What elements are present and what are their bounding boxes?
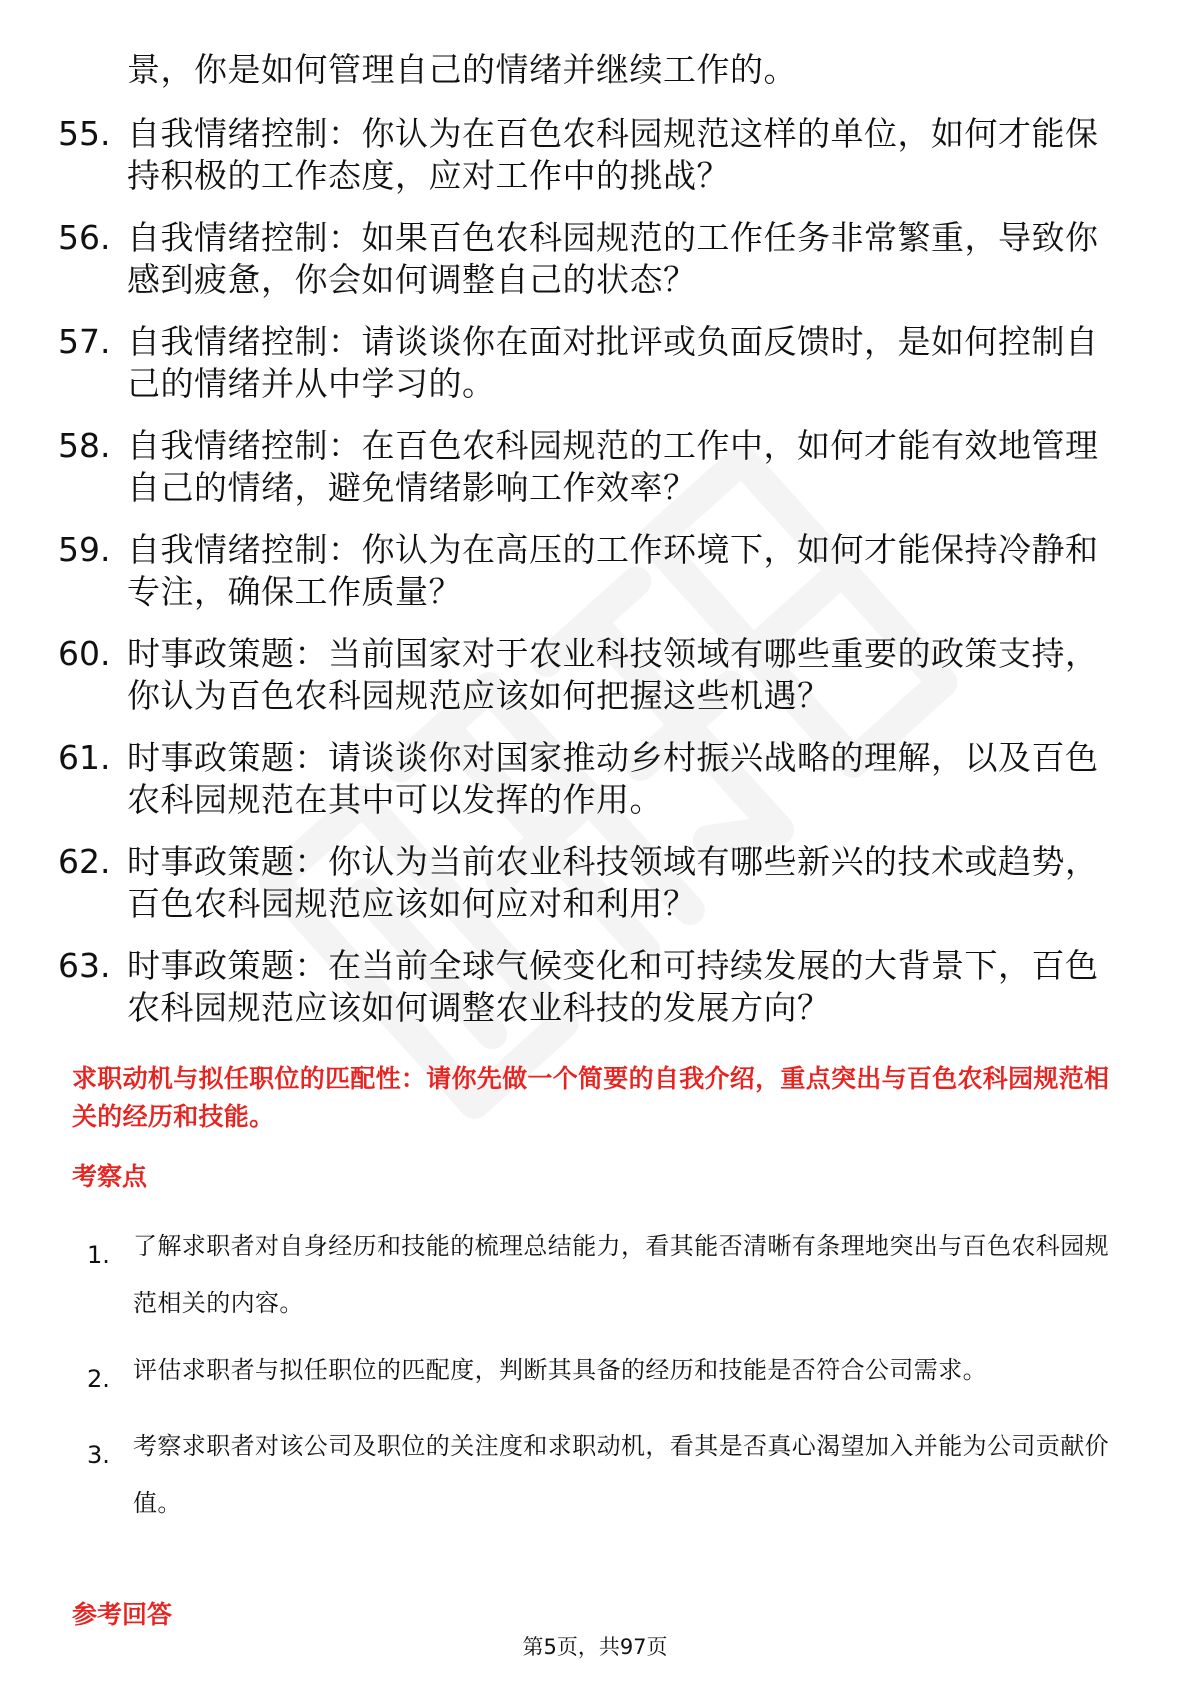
question-item (58, 529, 1118, 613)
question-text: 自我情绪控制：如果百色农科园规范的工作任务非常繁重，导致你感到疲惫，你会如何调整自己的状态？ (127, 218, 1099, 299)
question-item (58, 737, 1118, 821)
question-number: 61. (58, 738, 111, 777)
point-text: 了解求职者对自身经历和技能的梳理总结能力，看其能否清晰有条理地突出与百色农科园规范相关的内容。 (133, 1232, 1109, 1317)
section-title-answer: 参考回答 (72, 1600, 173, 1629)
question-text: 自我情绪控制：你认为在百色农科园规范这样的单位，如何才能保持积极的工作态度，应对工作中的挑战？ (127, 114, 1099, 195)
question-text: 时事政策题：当前国家对于农业科技领域有哪些重要的政策支持，你认为百色农科园规范应该如何把握这些机遇？ (127, 634, 1099, 715)
question-number: 56. (58, 218, 111, 257)
question-list (58, 113, 1118, 1049)
question-number: 58. (58, 426, 111, 465)
question-text: 时事政策题：在当前全球气候变化和可持续发展的大背景下，百色农科园规范应该如何调整农业科技的发展方向？ (127, 946, 1099, 1027)
question-text: 自我情绪控制：你认为在高压的工作环境下，如何才能保持冷静和专注，确保工作质量？ (127, 530, 1099, 611)
question-number: 55. (58, 114, 111, 153)
evaluation-point (80, 1427, 1120, 1532)
point-text: 考察求职者对该公司及职位的关注度和求职动机，看其是否真心渴望加入并能为公司贡献价值。 (133, 1432, 1109, 1517)
question-text: 自我情绪控制：在百色农科园规范的工作中，如何才能有效地管理自己的情绪，避免情绪影响工作效率？ (127, 426, 1099, 507)
question-item (58, 945, 1118, 1029)
section-title-kaocha: 考察点 (72, 1162, 148, 1191)
point-number: 2. (87, 1365, 110, 1393)
question-number: 57. (58, 322, 111, 361)
question-text: 时事政策题：请谈谈你对国家推动乡村振兴战略的理解，以及百色农科园规范在其中可以发挥的作用。 (127, 738, 1099, 819)
question-number: 60. (58, 634, 111, 673)
evaluation-point (80, 1351, 1120, 1408)
question-item (58, 633, 1118, 717)
question-item (58, 217, 1118, 301)
question-number: 59. (58, 530, 111, 569)
point-number: 3. (87, 1441, 110, 1469)
question-number: 62. (58, 842, 111, 881)
evaluation-point (80, 1227, 1120, 1332)
featured-question-headline: 求职动机与拟任职位的匹配性：请你先做一个简要的自我介绍，重点突出与百色农科园规范相关的经历和技能。 (72, 1064, 1110, 1131)
question-item (58, 841, 1118, 925)
question-text: 自我情绪控制：请谈谈你在面对批评或负面反馈时，是如何控制自己的情绪并从中学习的。 (127, 322, 1099, 403)
question-item (58, 113, 1118, 197)
evaluation-point-list (80, 1227, 1120, 1551)
question-number: 63. (58, 946, 111, 985)
question-item (58, 425, 1118, 509)
page-footer: 第5页，共97页 (522, 1635, 668, 1659)
question-item (58, 321, 1118, 405)
question-text: 时事政策题：你认为当前农业科技领域有哪些新兴的技术或趋势，百色农科园规范应该如何应对和利用？ (127, 842, 1099, 923)
point-number: 1. (87, 1241, 110, 1269)
point-text: 评估求职者与拟任职位的匹配度，判断其具备的经历和技能是否符合公司需求。 (133, 1356, 987, 1384)
continuation-text: 景，你是如何管理自己的情绪并继续工作的。 (127, 50, 797, 89)
